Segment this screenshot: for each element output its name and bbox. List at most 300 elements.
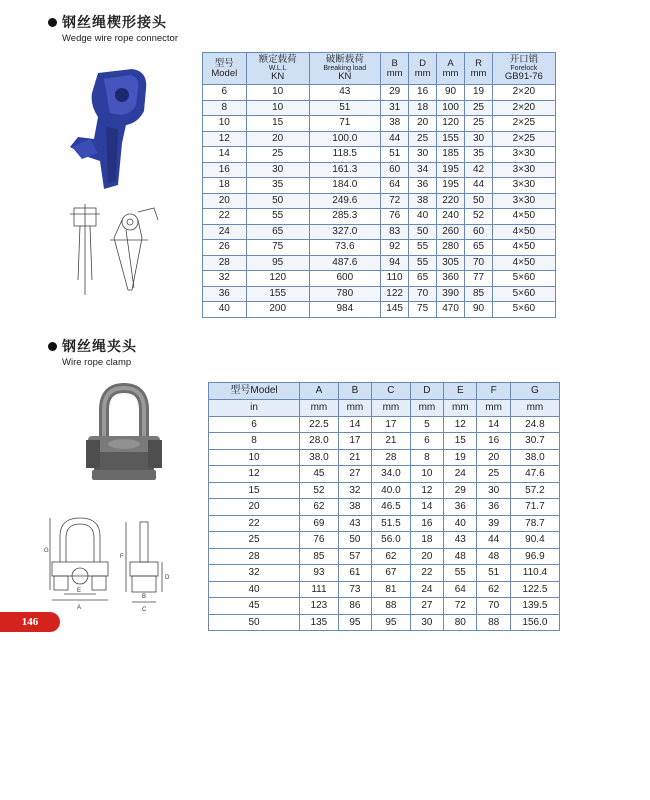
table-cell: 305 <box>436 255 465 271</box>
table-cell: 83 <box>380 224 409 240</box>
table-cell: 360 <box>436 271 465 287</box>
table-cell: 10 <box>410 466 443 483</box>
table-row <box>209 548 560 565</box>
table-cell: 18 <box>410 532 443 549</box>
table-cell: 51 <box>477 565 510 582</box>
table-cell: 31 <box>380 100 409 116</box>
table-cell: 29 <box>380 85 409 101</box>
table-cell: 56.0 <box>372 532 411 549</box>
table-cell: 21 <box>338 449 371 466</box>
table-cell: 51.5 <box>372 515 411 532</box>
table-cell: 32 <box>203 271 247 287</box>
table-cell: 22.5 <box>300 416 339 433</box>
table-cell: 8 <box>209 433 300 450</box>
units-row <box>209 400 560 417</box>
table-cell: 78.7 <box>510 515 559 532</box>
table-cell: 3×30 <box>492 193 555 209</box>
table-cell: 21 <box>372 433 411 450</box>
table-cell: 5×60 <box>492 286 555 302</box>
table-cell: 16 <box>410 515 443 532</box>
table-cell: 12 <box>209 466 300 483</box>
table-cell: 32 <box>338 482 371 499</box>
table-cell: 95 <box>246 255 309 271</box>
table-cell: 5 <box>410 416 443 433</box>
table-cell: 25 <box>477 466 510 483</box>
table-cell: 195 <box>436 178 465 194</box>
table-row <box>209 482 560 499</box>
table-cell: 155 <box>246 286 309 302</box>
table-cell: 10 <box>246 100 309 116</box>
table-cell: 42 <box>465 162 492 178</box>
table-cell: 36 <box>444 499 477 516</box>
table-cell: 36 <box>409 178 436 194</box>
section-title-en: Wire rope clamp <box>62 357 132 368</box>
table-cell: 16 <box>409 85 436 101</box>
table-cell: 29 <box>444 482 477 499</box>
table-cell: 100 <box>436 100 465 116</box>
table-cell: 43 <box>338 515 371 532</box>
drawing-label-c: C <box>142 607 147 613</box>
table-cell: 22 <box>203 209 247 225</box>
table-cell: 100.0 <box>309 131 380 147</box>
table-cell: 15 <box>246 116 309 132</box>
table-cell: 25 <box>246 147 309 163</box>
table-cell: 118.5 <box>309 147 380 163</box>
unit-cell: mm <box>444 400 477 417</box>
table-cell: 2×25 <box>492 116 555 132</box>
table-cell: 12 <box>410 482 443 499</box>
table-cell: 64 <box>444 581 477 598</box>
table-cell: 145 <box>380 302 409 318</box>
table-cell: 10 <box>246 85 309 101</box>
table-cell: 14 <box>477 416 510 433</box>
table-cell: 30 <box>409 147 436 163</box>
drawing-label-g: G <box>44 548 49 554</box>
table-cell: 24 <box>444 466 477 483</box>
table-cell: 60 <box>465 224 492 240</box>
table-cell: 36 <box>203 286 247 302</box>
table-cell: 57 <box>338 548 371 565</box>
column-header: C <box>372 383 411 400</box>
table-cell: 156.0 <box>510 614 559 631</box>
table-row <box>209 515 560 532</box>
bullet-icon <box>48 342 57 351</box>
section-title-wedge-connector <box>48 12 178 44</box>
table-cell: 5×60 <box>492 302 555 318</box>
table-cell: 50 <box>409 224 436 240</box>
table-cell: 60 <box>380 162 409 178</box>
table-row <box>203 178 556 194</box>
table-cell: 36 <box>477 499 510 516</box>
table-cell: 3×30 <box>492 162 555 178</box>
table-cell: 69 <box>300 515 339 532</box>
table-cell: 96.9 <box>510 548 559 565</box>
table-cell: 30.7 <box>510 433 559 450</box>
table-cell: 44 <box>380 131 409 147</box>
table-cell: 17 <box>372 416 411 433</box>
table-cell: 27 <box>338 466 371 483</box>
table-cell: 85 <box>465 286 492 302</box>
table-cell: 47.6 <box>510 466 559 483</box>
table-cell: 55 <box>409 255 436 271</box>
wedge-connector-drawing <box>62 200 182 300</box>
table-cell: 111 <box>300 581 339 598</box>
table-cell: 24 <box>203 224 247 240</box>
table-cell: 19 <box>465 85 492 101</box>
column-header: B <box>338 383 371 400</box>
table-header-row <box>203 53 556 85</box>
table-cell: 135 <box>300 614 339 631</box>
table-cell: 4×50 <box>492 209 555 225</box>
table-cell: 200 <box>246 302 309 318</box>
table-row <box>209 499 560 516</box>
table-cell: 32 <box>209 565 300 582</box>
unit-cell: mm <box>338 400 371 417</box>
table-cell: 18 <box>409 100 436 116</box>
table-cell: 22 <box>209 515 300 532</box>
table-cell: 71 <box>309 116 380 132</box>
table-cell: 30 <box>246 162 309 178</box>
table-cell: 19 <box>444 449 477 466</box>
table-cell: 75 <box>409 302 436 318</box>
table-row <box>203 209 556 225</box>
table-cell: 185 <box>436 147 465 163</box>
col-wll: 额定载荷 W.L.L KN <box>246 53 309 85</box>
table-cell: 8 <box>203 100 247 116</box>
table-cell: 80 <box>444 614 477 631</box>
table-cell: 10 <box>203 116 247 132</box>
table-cell: 65 <box>246 224 309 240</box>
table-cell: 76 <box>380 209 409 225</box>
table-cell: 45 <box>209 598 300 615</box>
table-cell: 260 <box>436 224 465 240</box>
wedge-connector-photo <box>60 65 160 200</box>
table-cell: 984 <box>309 302 380 318</box>
table-row <box>203 302 556 318</box>
col-model: 型号 Model <box>203 53 247 85</box>
table-row <box>203 271 556 287</box>
table-cell: 86 <box>338 598 371 615</box>
table-cell: 51 <box>309 100 380 116</box>
table-cell: 110.4 <box>510 565 559 582</box>
table-row <box>209 449 560 466</box>
table-row <box>203 131 556 147</box>
table-row <box>209 532 560 549</box>
table-row <box>209 433 560 450</box>
table-cell: 120 <box>436 116 465 132</box>
table-cell: 44 <box>465 178 492 194</box>
table-cell: 88 <box>372 598 411 615</box>
table-row <box>203 162 556 178</box>
table-cell: 780 <box>309 286 380 302</box>
table-cell: 139.5 <box>510 598 559 615</box>
table-cell: 70 <box>477 598 510 615</box>
table-cell: 20 <box>410 548 443 565</box>
table-cell: 22 <box>410 565 443 582</box>
unit-cell: in <box>209 400 300 417</box>
table-cell: 14 <box>338 416 371 433</box>
table-cell: 8 <box>410 449 443 466</box>
table-cell: 24 <box>410 581 443 598</box>
table-row <box>209 416 560 433</box>
table-cell: 35 <box>465 147 492 163</box>
table-row <box>209 598 560 615</box>
table-cell: 17 <box>338 433 371 450</box>
table-cell: 15 <box>444 433 477 450</box>
table-cell: 38 <box>338 499 371 516</box>
table-cell: 30 <box>465 131 492 147</box>
table-row <box>209 565 560 582</box>
table-cell: 25 <box>409 131 436 147</box>
table-cell: 43 <box>444 532 477 549</box>
table-cell: 120 <box>246 271 309 287</box>
table-cell: 35 <box>246 178 309 194</box>
table-cell: 4×50 <box>492 224 555 240</box>
table-cell: 240 <box>436 209 465 225</box>
drawing-label-b: B <box>142 594 147 600</box>
wire-rope-clamp-photo <box>74 380 174 495</box>
column-header: F <box>477 383 510 400</box>
table-row <box>209 614 560 631</box>
table-cell: 30 <box>477 482 510 499</box>
table-cell: 24.8 <box>510 416 559 433</box>
table-cell: 280 <box>436 240 465 256</box>
table-cell: 40 <box>209 581 300 598</box>
page-number: 146 <box>0 612 60 632</box>
table-cell: 64 <box>380 178 409 194</box>
table-cell: 85 <box>300 548 339 565</box>
table-cell: 62 <box>477 581 510 598</box>
table-cell: 195 <box>436 162 465 178</box>
drawing-label-d: D <box>165 575 170 581</box>
table-cell: 93 <box>300 565 339 582</box>
table-cell: 20 <box>203 193 247 209</box>
table-cell: 38.0 <box>300 449 339 466</box>
wire-rope-clamp-spec-table <box>208 382 560 631</box>
table-cell: 90 <box>436 85 465 101</box>
table-cell: 390 <box>436 286 465 302</box>
table-cell: 55 <box>444 565 477 582</box>
table-cell: 76 <box>300 532 339 549</box>
table-cell: 38 <box>380 116 409 132</box>
table-cell: 161.3 <box>309 162 380 178</box>
table-cell: 81 <box>372 581 411 598</box>
section-title-wire-rope-clamp <box>48 336 137 368</box>
table-cell: 10 <box>209 449 300 466</box>
table-cell: 43 <box>309 85 380 101</box>
table-cell: 65 <box>465 240 492 256</box>
table-cell: 25 <box>209 532 300 549</box>
wedge-connector-spec-table <box>202 52 556 318</box>
table-cell: 70 <box>465 255 492 271</box>
table-cell: 20 <box>246 131 309 147</box>
table-cell: 48 <box>477 548 510 565</box>
table-cell: 88 <box>477 614 510 631</box>
table-cell: 6 <box>410 433 443 450</box>
table-cell: 90.4 <box>510 532 559 549</box>
table-cell: 67 <box>372 565 411 582</box>
table-cell: 55 <box>246 209 309 225</box>
table-cell: 110 <box>380 271 409 287</box>
table-cell: 62 <box>372 548 411 565</box>
table-row <box>203 116 556 132</box>
table-cell: 15 <box>209 482 300 499</box>
table-cell: 40 <box>203 302 247 318</box>
table-cell: 51 <box>380 147 409 163</box>
table-cell: 4×50 <box>492 240 555 256</box>
section-title-zh: 钢丝绳夹头 <box>62 339 137 355</box>
table-cell: 77 <box>465 271 492 287</box>
table-cell: 40 <box>444 515 477 532</box>
table-cell: 28 <box>203 255 247 271</box>
table-row <box>203 85 556 101</box>
table-cell: 57.2 <box>510 482 559 499</box>
table-cell: 72 <box>380 193 409 209</box>
table-cell: 16 <box>203 162 247 178</box>
col-breaking-load: 破断载荷 Breaking load KN <box>309 53 380 85</box>
table-cell: 44 <box>477 532 510 549</box>
section-title-zh: 钢丝绳楔形接头 <box>62 15 167 31</box>
table-row <box>203 255 556 271</box>
table-cell: 14 <box>203 147 247 163</box>
column-header: D <box>410 383 443 400</box>
table-row <box>203 224 556 240</box>
table-row <box>203 286 556 302</box>
table-cell: 122.5 <box>510 581 559 598</box>
table-cell: 45 <box>300 466 339 483</box>
table-cell: 92 <box>380 240 409 256</box>
unit-cell: mm <box>510 400 559 417</box>
table-cell: 3×30 <box>492 147 555 163</box>
table-row <box>203 147 556 163</box>
column-header: G <box>510 383 559 400</box>
table-cell: 50 <box>246 193 309 209</box>
column-header: 型号Model <box>209 383 300 400</box>
table-cell: 75 <box>246 240 309 256</box>
column-header: A <box>300 383 339 400</box>
table-cell: 600 <box>309 271 380 287</box>
table-cell: 34.0 <box>372 466 411 483</box>
table-cell: 5×60 <box>492 271 555 287</box>
table-cell: 70 <box>409 286 436 302</box>
table-cell: 25 <box>465 116 492 132</box>
table-row <box>203 193 556 209</box>
table-cell: 73.6 <box>309 240 380 256</box>
table-cell: 12 <box>444 416 477 433</box>
table-cell: 27 <box>410 598 443 615</box>
table-cell: 28 <box>372 449 411 466</box>
table-cell: 3×30 <box>492 178 555 194</box>
table-cell: 28.0 <box>300 433 339 450</box>
table-cell: 52 <box>300 482 339 499</box>
table-cell: 4×50 <box>492 255 555 271</box>
unit-cell: mm <box>372 400 411 417</box>
table-cell: 52 <box>465 209 492 225</box>
table-row <box>203 100 556 116</box>
col-r: R mm <box>465 53 492 85</box>
table-cell: 73 <box>338 581 371 598</box>
table-cell: 2×20 <box>492 85 555 101</box>
table-cell: 90 <box>465 302 492 318</box>
drawing-label-e: E <box>77 588 82 594</box>
col-a: A mm <box>436 53 465 85</box>
table-cell: 48 <box>444 548 477 565</box>
table-cell: 18 <box>203 178 247 194</box>
table-header-row <box>209 383 560 400</box>
table-cell: 61 <box>338 565 371 582</box>
table-row <box>209 466 560 483</box>
table-cell: 30 <box>410 614 443 631</box>
table-cell: 16 <box>477 433 510 450</box>
table-cell: 220 <box>436 193 465 209</box>
drawing-label-a: A <box>77 605 82 611</box>
table-cell: 20 <box>477 449 510 466</box>
section-title-en: Wedge wire rope connector <box>62 33 178 44</box>
table-cell: 50 <box>465 193 492 209</box>
table-cell: 20 <box>409 116 436 132</box>
table-cell: 95 <box>372 614 411 631</box>
col-b: B mm <box>380 53 409 85</box>
table-cell: 6 <box>203 85 247 101</box>
drawing-label-f: F <box>120 554 124 560</box>
table-cell: 62 <box>300 499 339 516</box>
table-cell: 155 <box>436 131 465 147</box>
table-cell: 40.0 <box>372 482 411 499</box>
table-cell: 26 <box>203 240 247 256</box>
table-cell: 25 <box>465 100 492 116</box>
table-cell: 2×25 <box>492 131 555 147</box>
column-header: E <box>444 383 477 400</box>
table-row <box>203 240 556 256</box>
table-cell: 40 <box>409 209 436 225</box>
table-cell: 122 <box>380 286 409 302</box>
col-forelock: 开口销 Forelock GB91-76 <box>492 53 555 85</box>
table-cell: 71.7 <box>510 499 559 516</box>
table-cell: 95 <box>338 614 371 631</box>
col-d: D mm <box>409 53 436 85</box>
table-cell: 123 <box>300 598 339 615</box>
table-cell: 28 <box>209 548 300 565</box>
table-cell: 6 <box>209 416 300 433</box>
table-cell: 94 <box>380 255 409 271</box>
table-cell: 34 <box>409 162 436 178</box>
table-cell: 2×20 <box>492 100 555 116</box>
table-cell: 14 <box>410 499 443 516</box>
unit-cell: mm <box>477 400 510 417</box>
table-cell: 50 <box>338 532 371 549</box>
table-cell: 50 <box>209 614 300 631</box>
table-cell: 249.6 <box>309 193 380 209</box>
table-cell: 55 <box>409 240 436 256</box>
bullet-icon <box>48 18 57 27</box>
table-row <box>209 581 560 598</box>
table-cell: 46.5 <box>372 499 411 516</box>
unit-cell: mm <box>300 400 339 417</box>
table-cell: 39 <box>477 515 510 532</box>
wire-rope-clamp-drawing <box>44 512 174 614</box>
table-cell: 12 <box>203 131 247 147</box>
table-cell: 38 <box>409 193 436 209</box>
table-cell: 487.6 <box>309 255 380 271</box>
table-cell: 72 <box>444 598 477 615</box>
table-cell: 184.0 <box>309 178 380 194</box>
table-cell: 285.3 <box>309 209 380 225</box>
table-cell: 470 <box>436 302 465 318</box>
table-cell: 38.0 <box>510 449 559 466</box>
table-cell: 327.0 <box>309 224 380 240</box>
unit-cell: mm <box>410 400 443 417</box>
table-cell: 20 <box>209 499 300 516</box>
